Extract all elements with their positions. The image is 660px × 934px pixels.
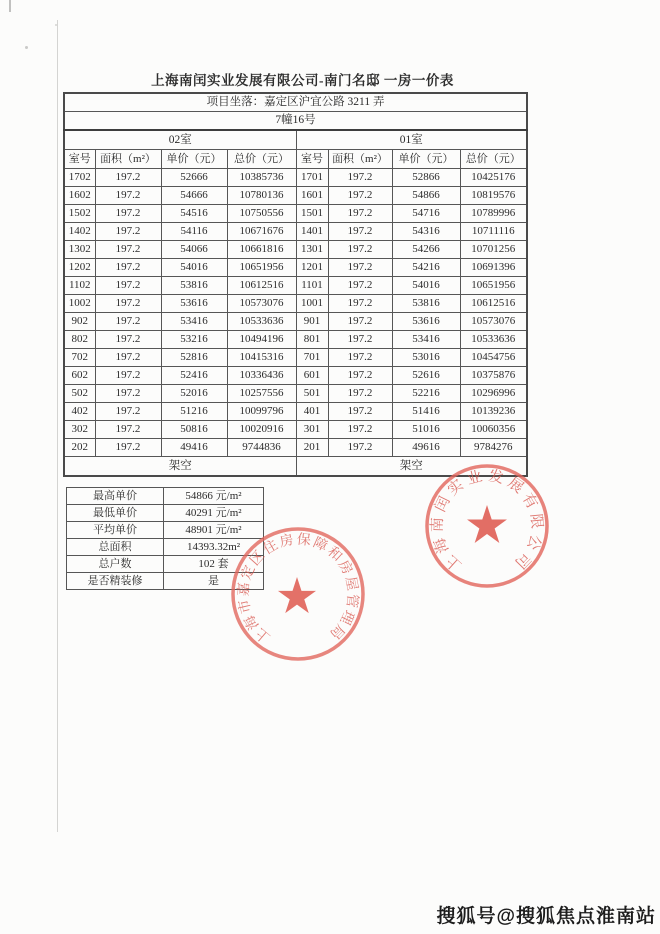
data-cell: 52416	[161, 367, 227, 385]
data-cell: 1502	[64, 205, 95, 223]
data-cell: 10573076	[460, 313, 527, 331]
data-cell: 197.2	[328, 223, 392, 241]
data-cell: 54016	[392, 277, 460, 295]
data-cell: 10780136	[227, 187, 296, 205]
data-cell: 54316	[392, 223, 460, 241]
summary-row	[67, 522, 264, 539]
data-cell: 501	[296, 385, 328, 403]
data-cell: 197.2	[328, 367, 392, 385]
data-cell: 197.2	[95, 169, 161, 187]
data-cell: 52666	[161, 169, 227, 187]
scan-artifact-mark	[9, 0, 11, 12]
data-cell: 1202	[64, 259, 95, 277]
data-cell: 10671676	[227, 223, 296, 241]
government-seal-text: 上海市嘉定区住房保障和房屋管理局	[236, 532, 360, 646]
table-row	[64, 367, 527, 385]
column-header-cell: 面积（m²）	[328, 150, 392, 169]
table-row	[64, 169, 527, 187]
data-cell: 10701256	[460, 241, 527, 259]
company-seal-text: 上海南闰实业发展有限公司	[429, 468, 545, 574]
summary-label-cell: 平均单价	[67, 522, 164, 539]
table-row	[64, 385, 527, 403]
summary-value-cell: 48901 元/m²	[164, 522, 264, 539]
data-cell: 702	[64, 349, 95, 367]
summary-value-cell: 是	[164, 573, 264, 590]
data-cell: 10661816	[227, 241, 296, 259]
data-cell: 197.2	[95, 277, 161, 295]
data-cell: 1102	[64, 277, 95, 295]
data-cell: 801	[296, 331, 328, 349]
summary-table	[66, 487, 264, 590]
data-cell: 52616	[392, 367, 460, 385]
data-cell: 1101	[296, 277, 328, 295]
data-cell: 197.2	[328, 439, 392, 457]
summary-row	[67, 488, 264, 505]
table-row	[64, 187, 527, 205]
data-cell: 197.2	[95, 439, 161, 457]
data-cell: 901	[296, 313, 328, 331]
data-cell: 197.2	[328, 205, 392, 223]
project-location-cell: 项目坐落：嘉定区沪宜公路 3211 弄	[64, 93, 527, 112]
data-cell: 1002	[64, 295, 95, 313]
project-location-row	[64, 93, 527, 112]
summary-row	[67, 573, 264, 590]
data-cell: 197.2	[328, 187, 392, 205]
summary-row	[67, 556, 264, 573]
table-row	[64, 421, 527, 439]
data-cell: 54066	[161, 241, 227, 259]
data-cell: 52866	[392, 169, 460, 187]
data-cell: 197.2	[328, 403, 392, 421]
scan-speck	[55, 24, 57, 26]
column-header-cell: 单价（元）	[161, 150, 227, 169]
summary-row	[67, 505, 264, 522]
data-cell: 401	[296, 403, 328, 421]
footer-cell: 架空	[64, 457, 296, 477]
table-row	[64, 439, 527, 457]
data-cell: 1201	[296, 259, 328, 277]
data-cell: 10415316	[227, 349, 296, 367]
table-row	[64, 331, 527, 349]
price-table	[63, 92, 528, 477]
data-cell: 197.2	[328, 313, 392, 331]
data-cell: 54016	[161, 259, 227, 277]
data-cell: 10533636	[227, 313, 296, 331]
data-cell: 1301	[296, 241, 328, 259]
data-cell: 502	[64, 385, 95, 403]
data-cell: 54216	[392, 259, 460, 277]
data-cell: 10336436	[227, 367, 296, 385]
star-icon	[467, 505, 507, 543]
summary-label-cell: 最低单价	[67, 505, 164, 522]
data-cell: 402	[64, 403, 95, 421]
unit-group-cell: 01室	[296, 130, 527, 150]
data-cell: 1402	[64, 223, 95, 241]
data-cell: 10139236	[460, 403, 527, 421]
data-cell: 10296996	[460, 385, 527, 403]
data-cell: 49416	[161, 439, 227, 457]
footer-cell: 架空	[296, 457, 527, 477]
data-cell: 54716	[392, 205, 460, 223]
data-cell: 52016	[161, 385, 227, 403]
data-cell: 53416	[392, 331, 460, 349]
data-cell: 10060356	[460, 421, 527, 439]
data-cell: 10612516	[460, 295, 527, 313]
data-cell: 53616	[161, 295, 227, 313]
data-cell: 53216	[161, 331, 227, 349]
watermark: 搜狐号@搜狐焦点淮南站	[436, 906, 656, 927]
table-row	[64, 205, 527, 223]
unit-group-row	[64, 130, 527, 150]
data-cell: 197.2	[328, 331, 392, 349]
data-cell: 10573076	[227, 295, 296, 313]
data-cell: 601	[296, 367, 328, 385]
data-cell: 701	[296, 349, 328, 367]
data-cell: 1702	[64, 169, 95, 187]
data-cell: 51216	[161, 403, 227, 421]
data-cell: 10612516	[227, 277, 296, 295]
data-cell: 1001	[296, 295, 328, 313]
data-cell: 1602	[64, 187, 95, 205]
summary-label-cell: 总面积	[67, 539, 164, 556]
data-cell: 10819576	[460, 187, 527, 205]
data-cell: 197.2	[95, 385, 161, 403]
data-cell: 54866	[392, 187, 460, 205]
data-cell: 197.2	[95, 421, 161, 439]
price-table-body	[64, 93, 527, 476]
data-cell: 302	[64, 421, 95, 439]
data-cell: 602	[64, 367, 95, 385]
data-cell: 201	[296, 439, 328, 457]
data-cell: 197.2	[95, 259, 161, 277]
data-cell: 197.2	[328, 259, 392, 277]
summary-label-cell: 总户数	[67, 556, 164, 573]
column-header-cell: 总价（元）	[227, 150, 296, 169]
data-cell: 1701	[296, 169, 328, 187]
data-cell: 53416	[161, 313, 227, 331]
data-cell: 10375876	[460, 367, 527, 385]
data-cell: 53016	[392, 349, 460, 367]
data-cell: 202	[64, 439, 95, 457]
data-cell: 10099796	[227, 403, 296, 421]
column-header-cell: 室号	[296, 150, 328, 169]
column-header-cell: 室号	[64, 150, 95, 169]
table-row	[64, 295, 527, 313]
data-cell: 902	[64, 313, 95, 331]
scan-artifact-line	[57, 20, 58, 832]
column-header-cell: 单价（元）	[392, 150, 460, 169]
data-cell: 197.2	[95, 223, 161, 241]
data-cell: 54266	[392, 241, 460, 259]
summary-value-cell: 14393.32m²	[164, 539, 264, 556]
summary-table-body	[67, 488, 264, 590]
data-cell: 197.2	[95, 367, 161, 385]
data-cell: 197.2	[328, 349, 392, 367]
data-cell: 54516	[161, 205, 227, 223]
building-cell: 7幢16号	[64, 112, 527, 131]
table-row	[64, 241, 527, 259]
building-row	[64, 112, 527, 131]
column-header-row	[64, 150, 527, 169]
summary-label-cell: 是否精装修	[67, 573, 164, 590]
summary-value-cell: 102 套	[164, 556, 264, 573]
data-cell: 197.2	[95, 295, 161, 313]
data-cell: 10533636	[460, 331, 527, 349]
data-cell: 10651956	[460, 277, 527, 295]
data-cell: 52216	[392, 385, 460, 403]
data-cell: 197.2	[95, 187, 161, 205]
data-cell: 10425176	[460, 169, 527, 187]
data-cell: 10789996	[460, 205, 527, 223]
data-cell: 197.2	[95, 331, 161, 349]
data-cell: 1302	[64, 241, 95, 259]
summary-value-cell: 40291 元/m²	[164, 505, 264, 522]
footer-row	[64, 457, 527, 477]
data-cell: 197.2	[328, 385, 392, 403]
star-icon	[278, 577, 316, 613]
table-row	[64, 403, 527, 421]
summary-value-cell: 54866 元/m²	[164, 488, 264, 505]
data-cell: 197.2	[95, 349, 161, 367]
data-cell: 9744836	[227, 439, 296, 457]
company-seal-ring	[427, 466, 547, 586]
data-cell: 10454756	[460, 349, 527, 367]
page-title: 上海南闰实业发展有限公司-南门名邸 一房一价表	[151, 73, 454, 88]
data-cell: 1601	[296, 187, 328, 205]
data-cell: 49616	[392, 439, 460, 457]
data-cell: 197.2	[95, 403, 161, 421]
company-seal-stamp	[427, 466, 547, 586]
data-cell: 54666	[161, 187, 227, 205]
data-cell: 10651956	[227, 259, 296, 277]
summary-row	[67, 539, 264, 556]
column-header-cell: 总价（元）	[460, 150, 527, 169]
table-row	[64, 259, 527, 277]
data-cell: 802	[64, 331, 95, 349]
table-row	[64, 223, 527, 241]
table-row	[64, 313, 527, 331]
data-cell: 51416	[392, 403, 460, 421]
data-cell: 53816	[161, 277, 227, 295]
data-cell: 10385736	[227, 169, 296, 187]
unit-group-cell: 02室	[64, 130, 296, 150]
column-header-cell: 面积（m²）	[95, 150, 161, 169]
table-row	[64, 277, 527, 295]
data-cell: 197.2	[328, 277, 392, 295]
data-cell: 301	[296, 421, 328, 439]
data-cell: 1401	[296, 223, 328, 241]
data-cell: 10691396	[460, 259, 527, 277]
data-cell: 54116	[161, 223, 227, 241]
data-cell: 50816	[161, 421, 227, 439]
data-cell: 53616	[392, 313, 460, 331]
data-cell: 52816	[161, 349, 227, 367]
scan-speck	[25, 46, 28, 49]
data-cell: 10494196	[227, 331, 296, 349]
table-row	[64, 349, 527, 367]
data-cell: 10711116	[460, 223, 527, 241]
summary-label-cell: 最高单价	[67, 488, 164, 505]
data-cell: 197.2	[328, 169, 392, 187]
data-cell: 9784276	[460, 439, 527, 457]
data-cell: 10257556	[227, 385, 296, 403]
data-cell: 1501	[296, 205, 328, 223]
data-cell: 197.2	[95, 313, 161, 331]
data-cell: 53816	[392, 295, 460, 313]
data-cell: 197.2	[95, 241, 161, 259]
data-cell: 197.2	[95, 205, 161, 223]
data-cell: 197.2	[328, 295, 392, 313]
data-cell: 197.2	[328, 421, 392, 439]
data-cell: 51016	[392, 421, 460, 439]
data-cell: 197.2	[328, 241, 392, 259]
data-cell: 10750556	[227, 205, 296, 223]
data-cell: 10020916	[227, 421, 296, 439]
